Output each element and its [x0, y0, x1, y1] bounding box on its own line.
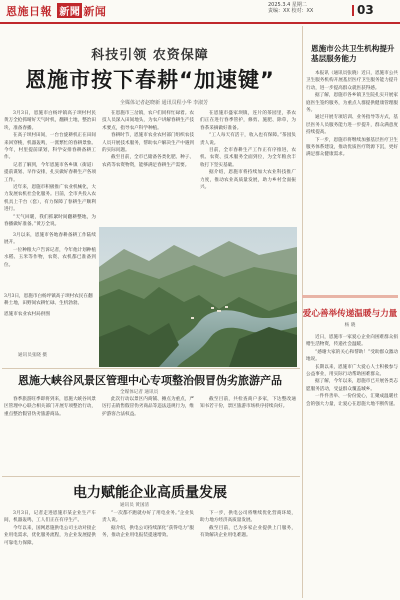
third-column-2 [102, 510, 194, 598]
paragraph: 长期以来，恩施市广大爱心人士积极参与公益事业，用实际行动帮助困难群众。 [306, 364, 398, 378]
sidebar-body [306, 70, 398, 292]
logo-text-2: 日報 [29, 5, 52, 18]
paragraph: 下一步，恩施市将继续加强基层医疗卫生服务体系建设，推动优质医疗资源下沉，更好满足群众健康需求。 [306, 137, 398, 158]
feature-body [306, 334, 398, 598]
lead-column-3 [200, 110, 296, 224]
paragraph: 一件件善举、一份份爱心，汇聚成温暖社会的强大力量，让爱心在恩施大地不断传递。 [306, 394, 398, 407]
issue-editors: 责编：XX 校对：XX [268, 8, 314, 14]
section-divider [2, 368, 300, 369]
newspaper-logo [6, 3, 106, 19]
second-column-3 [200, 396, 296, 476]
third-headline: 电力赋能企业高质量发展 [73, 485, 227, 501]
paragraph: 3月3日，记者走进恩施市某企业生产车间，机器轰鸣，工人们正在有序生产。 [4, 511, 96, 524]
paragraph: “工人每天有活干，收入也有保障。”茶园负责人说。 [200, 133, 296, 146]
lead-column-1 [4, 110, 96, 230]
lead-headline: 恩施市按下春耕“加速键” [25, 68, 275, 92]
logo-text-4: 新闻 [83, 5, 107, 18]
paragraph: 记者了解到，今年恩施市各乡镇（街道）提前谋划、早作安排，扎实做好春耕生产各项工作。 [4, 162, 96, 183]
second-column-1 [4, 396, 96, 476]
lead-photo [99, 227, 297, 367]
photo-caption [4, 293, 94, 318]
paragraph: 据介绍，恩施市将持续加大农业科技推广力度，推动农业高质量发展，助力乡村全面振兴。 [200, 170, 296, 191]
feature-author: 杨 晓 [344, 323, 356, 328]
landscape-image [99, 227, 297, 367]
photo-caption-text: 3月3日，恩施市白杨坪镇高子坝村农民在翻耕土地，田野间农耕忙碌、生机勃勃。 [4, 294, 93, 306]
paragraph: 3月3日，恩施市白杨坪镇高子坝村村民黄万全抢抓晴好天气时机，翻耕土地，整治田块，准备春播。 [4, 111, 96, 131]
logo-text-1: 恩施 [6, 5, 29, 18]
issue-date: 2025.3.4 星期二 [268, 2, 307, 8]
paragraph: 在恩施市盛家坝镇，连片的茶园里，茶农们正在进行春季管护，修剪、施肥、除草，为春茶采摘做好准备。 [200, 111, 296, 131]
logo-text-3: 新聞 [57, 3, 82, 18]
lead-byline: 全媒体记者赵晓新 通讯员程小华 李淑芳 [120, 100, 209, 106]
sidebar-title: 恩施市公共卫生机构提升基层服务能力 [311, 44, 395, 63]
third-column-1 [4, 510, 96, 598]
paragraph: “感谢大家的关心和帮助！”受助群众激动地说。 [306, 349, 398, 363]
paragraph: 近年来，恩施市积极推广农业机械化，大力发展农机社会化服务。目前，全市共投入农机具上千台（套），有力保障了春耕生产顺利进行。 [4, 185, 96, 213]
page-number-text: 03 [357, 3, 374, 17]
photo-credit: 通讯员张晓 摄 [18, 353, 48, 358]
paragraph: 目前，全市春耕生产工作正有序推进，农机、农资、技术服务全面到位，为全年粮食丰收打下坚实基础。 [200, 148, 296, 168]
photo-caption-source: 恩施市农业农村局供图 [4, 312, 50, 317]
paragraph: 春季旅游旺季即将到来，恩施大峡谷风景区管理中心联合相关部门开展专项整治行动，重点整治假冒伪劣旅游商品。 [4, 397, 96, 417]
paragraph: 截至目前，已为多家企业提供上门服务，有效解决企业用电难题。 [200, 525, 296, 539]
paragraph: 一位种粮大户告诉记者，今年他计划种植水稻、玉米等作物，农资、农机都已准备到位。 [4, 247, 96, 268]
page-number-bar [352, 5, 354, 16]
lead-column-2 [102, 110, 194, 224]
page-number [352, 3, 374, 17]
paragraph: 此次行动以景区内商铺、摊点为重点，严厉打击销售假冒伪劣商品等违法违规行为，维护游客合法权益。 [102, 397, 194, 417]
issue-info [268, 2, 313, 14]
paragraph: 近日，恩施市一家爱心企业向困难群众捐赠生活物资，传递社会温暖。 [306, 335, 398, 348]
second-headline: 恩施大峡谷风景区管理中心专项整治假冒伪劣旅游产品 [18, 374, 282, 387]
paragraph: 今年以来，国网恩施供电公司主动对接企业用电需求，优化服务流程，为企业发展提供可靠电力保障。 [4, 525, 96, 546]
paragraph: 据了解，今年以来，恩施市已开展各类志愿服务活动，受益群众覆盖城乡。 [306, 379, 398, 392]
paragraph: 据介绍，供电公司持续深化“获得电力”服务，推动企业用电报装提速增效。 [102, 525, 194, 539]
paragraph: 下一步，供电公司将继续优化营商环境，助力地方经济高质量发展。 [200, 511, 296, 524]
section-divider [2, 476, 300, 477]
paragraph: 在高子坝村田间，一台台旋耕机正在田间来回穿梭，机器轰鸣，一派繁忙的春耕景象。今年，村里提前谋划，科学安排春耕备耕工作。 [4, 133, 96, 161]
paragraph: 据了解，恩施市各乡镇卫生院扎实开展家庭医生签约服务，为重点人群提供健康管理服务。 [306, 93, 398, 114]
lead-kicker: 科技引领 农资保障 [91, 48, 209, 63]
paragraph: 本报讯（通讯员张晓）近日，恩施市公共卫生服务机构开展基层医疗卫生服务能力提升行动，进一步提高群众就医获得感。 [306, 71, 398, 91]
masthead [0, 0, 400, 24]
paragraph: “天气回暖，我们抓紧时间翻耕整地，为春播做好准备。”黄万全说。 [4, 214, 96, 228]
feature-accent-bar [302, 295, 398, 298]
paragraph: 3月以来，恩施市各地春耕备耕工作陆续展开。 [4, 233, 96, 246]
paragraph: 在恩施市三岔镇，农户们同样忙碌着。农技人员深入田间地头，为农户讲解春耕生产技术要点，指导农户科学种植。 [102, 111, 194, 131]
paragraph: “一次都不跑就办好了用电业务。”企业负责人说。 [102, 511, 194, 524]
feature-headline: 爱心善举传递温暖与力量 [302, 309, 398, 319]
third-byline: 通讯员 黄国清 [120, 503, 150, 508]
lead-column-1b [4, 232, 96, 290]
second-column-2 [102, 396, 194, 476]
paragraph: 截至目前，全市已储备各类化肥、种子、农药等农资物资，能够满足春耕生产需要。 [102, 155, 194, 168]
paragraph: 通过开展专项培训、业务指导等方式，基层医务人员服务能力进一步提升，群众满意度持续提高。 [306, 115, 398, 136]
third-column-3 [200, 510, 296, 598]
second-byline: 全媒体记者 通讯员 [120, 390, 159, 395]
paragraph: 截至目前，共检查商户多家，下达整改通知书若干份，景区旅游市场秩序持续向好。 [200, 397, 296, 410]
paragraph: 春耕时节，恩施市农业农村部门组织农技人员开展技术服务，帮助农户解决生产中遇到的实际问题。 [102, 133, 194, 154]
